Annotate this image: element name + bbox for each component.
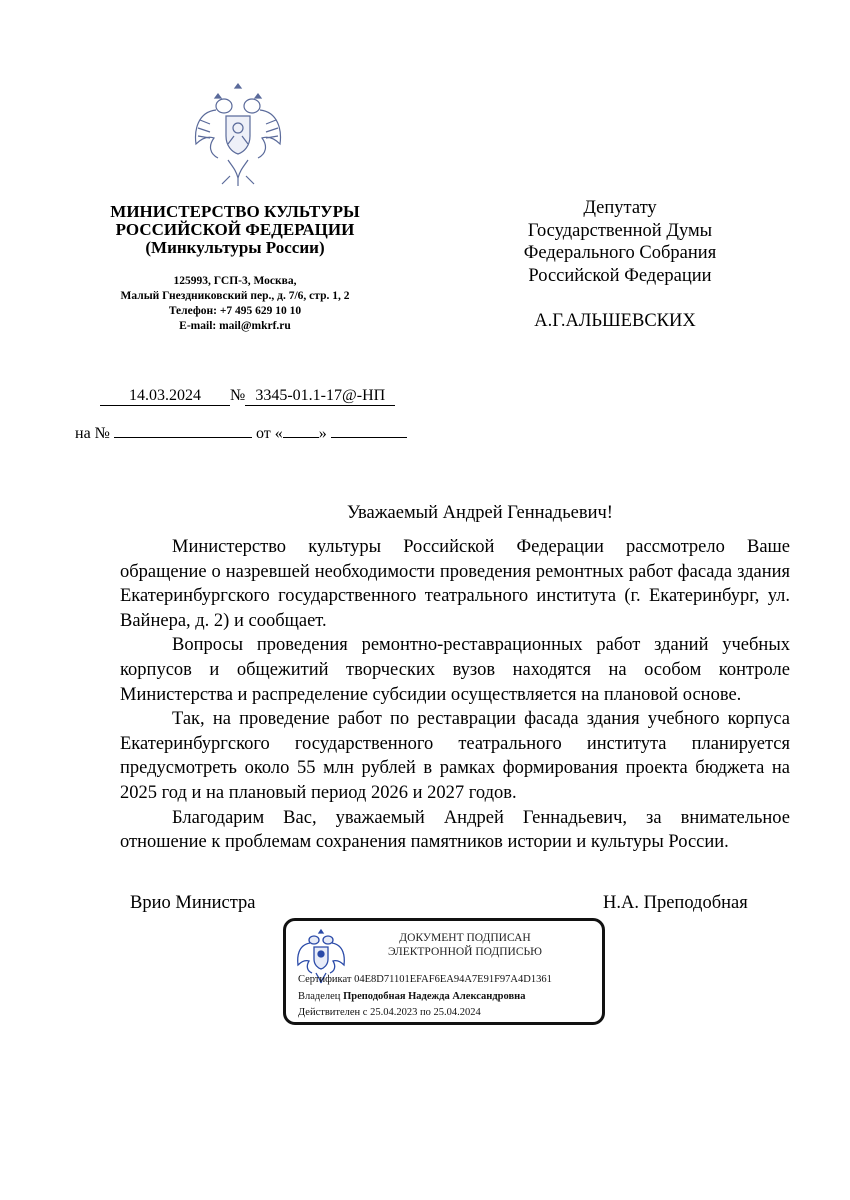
owner-value: Преподобная Надежда Александровна <box>343 991 526 1002</box>
incoming-reference <box>75 423 407 443</box>
valid-from: 25.04.2023 <box>370 1007 418 1018</box>
ministry-address <box>85 274 385 334</box>
recipient-block <box>490 197 750 287</box>
recipient-line2: Государственной Думы <box>527 220 713 241</box>
incoming-month-blank <box>331 423 407 438</box>
recipient-line3: Федерального Собрания <box>523 243 717 263</box>
recipient-line1: Депутату <box>583 198 657 218</box>
owner-label: Владелец <box>298 991 341 1002</box>
stamp-owner <box>298 991 525 1002</box>
ministry-short-name: (Минкультуры России) <box>145 238 325 257</box>
signer-position: Врио Министра <box>130 893 256 913</box>
cert-value: 04E8D71101EFAF6EA94A7E91F97A4D1361 <box>354 974 552 985</box>
paragraph: Так, на проведение работ по реставрации фасада здания учебного корпуса Екатеринбургского государственного театрального института планируется предусмотреть около 55 млн рублей в рамках формирования проекта бюджета на 2025 год и на плановый период 2026 и 2027 годов. <box>120 709 790 803</box>
cert-label: Сертификат <box>298 974 352 985</box>
e-signature-stamp <box>283 918 605 1025</box>
email: E-mail: mail@mkrf.ru <box>179 320 291 332</box>
from-label: от « <box>255 425 283 442</box>
incoming-number-blank <box>114 423 252 438</box>
stamp-title-line2: ЭЛЕКТРОННОЙ ПОДПИСЬЮ <box>388 946 542 958</box>
stamp-title-line1: ДОКУМЕНТ ПОДПИСАН <box>399 932 531 944</box>
quote-close: » <box>318 425 327 442</box>
paragraph: Министерство культуры Российской Федерации рассмотрело Ваше обращение о назревшей необходимости проведения ремонтных работ фасада здания Екатеринбургского государственного театрального института (г. Екатеринбург, ул. Вайнера, д. 2) и сообщает. <box>120 537 790 631</box>
address-line1: 125993, ГСП-3, Москва, <box>173 275 297 287</box>
outgoing-reference <box>100 387 395 406</box>
recipient-line4: Российской Федерации <box>528 265 712 286</box>
stamp-title <box>360 931 570 959</box>
stamp-certificate <box>298 974 552 985</box>
letter-number: 3345-01.1-17@-НП <box>245 387 395 406</box>
coat-of-arms-icon <box>188 80 288 194</box>
ministry-header <box>85 203 385 257</box>
signer-name: Н.А. Преподобная <box>603 893 748 913</box>
stamp-validity <box>298 1007 481 1018</box>
paragraph: Благодарим Вас, уважаемый Андрей Геннадьевич, за внимательное отношение к проблемам сохранения памятников истории и культуры России. <box>120 807 790 853</box>
valid-from-label: Действителен с <box>298 1007 368 1018</box>
address-line2: Малый Гнездниковский пер., д. 7/6, стр. 1, 2 <box>120 290 350 302</box>
phone: Телефон: +7 495 629 10 10 <box>168 305 302 317</box>
greeting: Уважаемый Андрей Геннадьевич! <box>347 503 613 523</box>
valid-to-label: по <box>419 1007 431 1018</box>
ministry-name-line2: РОССИЙСКОЙ ФЕДЕРАЦИИ <box>115 220 355 239</box>
paragraph: Вопросы проведения ремонтно-реставрационных работ зданий учебных корпусов и общежитий творческих вузов находятся на особом контроле Министерства и распределение субсидии осуществляется на плановой основе. <box>120 635 790 705</box>
incoming-day-blank <box>283 423 319 438</box>
letter-body <box>120 535 790 855</box>
valid-to: 25.04.2024 <box>433 1007 481 1018</box>
on-number-label: на № <box>75 425 110 442</box>
recipient-name: А.Г.АЛЬШЕВСКИХ <box>534 311 696 331</box>
number-label: № <box>230 387 246 404</box>
letter-date: 14.03.2024 <box>100 387 230 406</box>
ministry-name-line1: МИНИСТЕРСТВО КУЛЬТУРЫ <box>110 202 360 221</box>
